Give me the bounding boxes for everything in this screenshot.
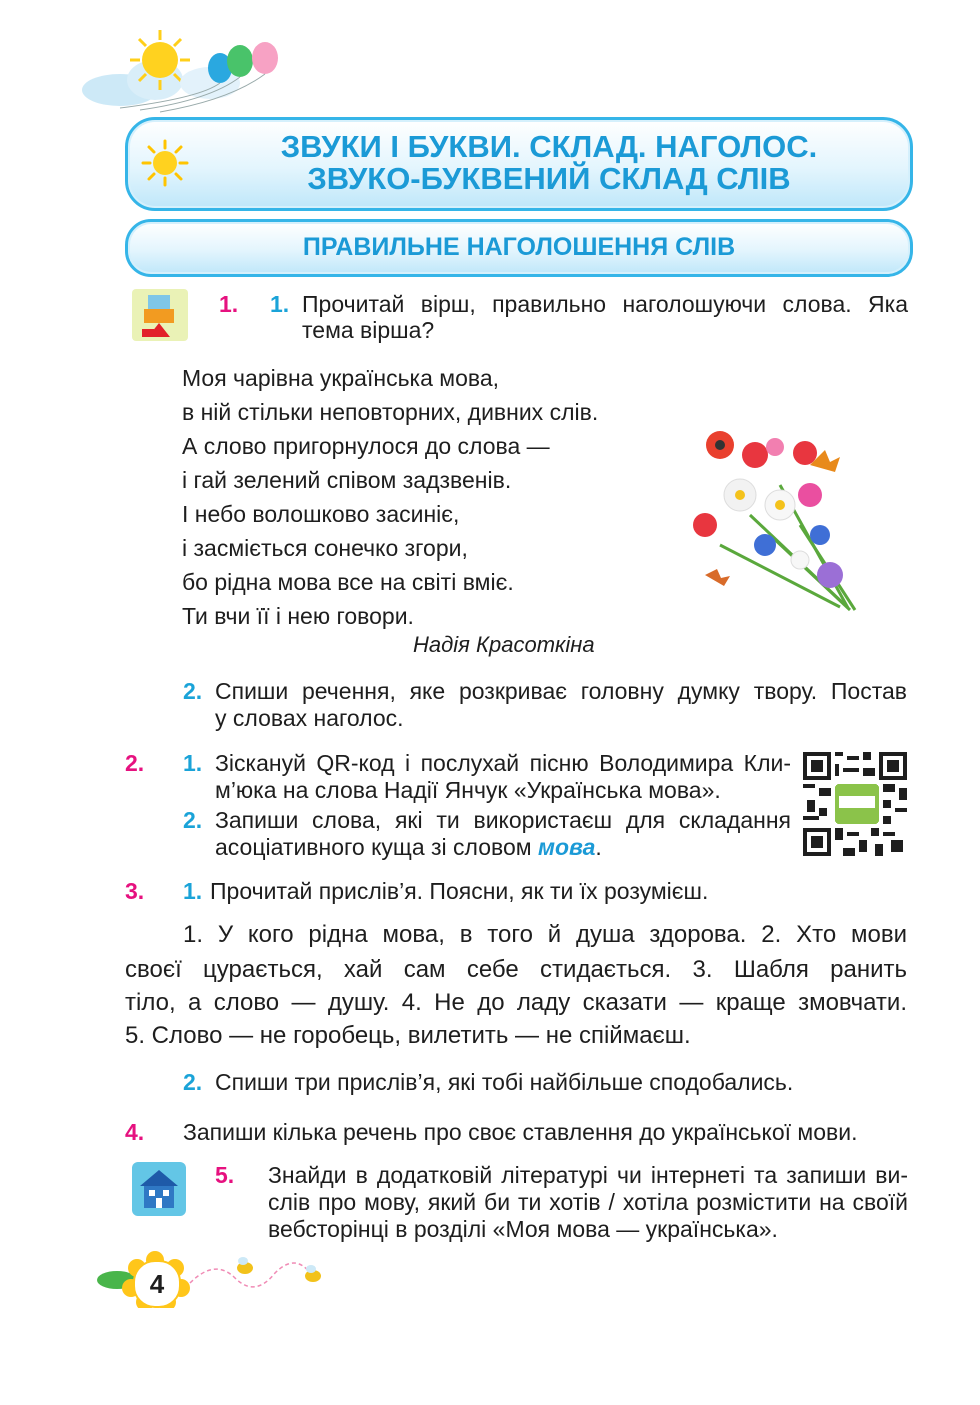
exercise-1-task-2-number: 2.	[183, 678, 203, 704]
poem-author: Надія Красоткіна	[413, 632, 595, 657]
exercise-5-number: 5.	[215, 1162, 235, 1188]
keyword-mova: мова	[537, 834, 596, 860]
exercise-3-task-2-text: Спиши три прислів’я, які тобі найбільше сподобались.	[215, 1069, 794, 1095]
exercise-1-task-1-text-cont: тема вірша?	[302, 317, 435, 343]
poem-line: А слово пригорнулося до слова —	[182, 433, 550, 459]
exercise-3-number: 3.	[125, 878, 145, 904]
exercise-2-number: 2.	[125, 750, 145, 776]
exercise-1-task-2-text: Спиши речення, яке розкриває головну думку твору. Постав	[215, 678, 907, 704]
qr-code[interactable]	[803, 752, 907, 856]
blocks-icon	[130, 285, 192, 343]
balloons-decoration	[80, 28, 300, 123]
poem-line: Ти вчи її і нею говори.	[182, 603, 414, 629]
exercise-2-task-2-text-cont	[215, 832, 602, 862]
poem-line: і гай зелений співом задзвенів.	[182, 467, 512, 493]
section-subtitle: ПРАВИЛЬНЕ НАГОЛОШЕННЯ СЛІВ	[302, 233, 736, 261]
house-icon	[130, 1160, 188, 1218]
text-part: асоціативного куща зі словом	[215, 834, 538, 860]
exercise-5-text-cont: вебсторінці в розділі «Моя мова — українська».	[268, 1216, 778, 1242]
page-number: 4	[133, 1260, 181, 1308]
flowers-illustration	[680, 425, 875, 625]
exercise-1-number: 1.	[219, 291, 239, 317]
exercise-2-task-1-text-cont: м’юка на слова Надії Янчук «Українська мова».	[215, 777, 721, 803]
poem-line: і засміється сонечко згори,	[182, 535, 468, 561]
exercise-3-task-1-text: Прочитай прислів’я. Поясни, як ти їх розумієш.	[210, 878, 709, 904]
poem-line: бо рідна мова все на світі вміє.	[182, 569, 514, 595]
title-banner	[125, 117, 913, 211]
poem-line: І небо волошково засиніє,	[182, 501, 460, 527]
page-title-line2: ЗВУКО-БУКВЕНИЙ СКЛАД СЛІВ	[307, 161, 791, 196]
exercise-2-task-1-text: Зіскануй QR-код і послухай пісню Володимира Кли-	[215, 750, 791, 776]
exercise-2-task-2-text: Запиши слова, які ти використаєш для складання	[215, 807, 791, 833]
proverbs-line: 1. У кого рідна мова, в того й душа здорова. 2. Хто мови	[183, 921, 907, 948]
bees-decoration	[95, 1248, 335, 1308]
subtitle-banner	[125, 219, 913, 277]
exercise-5-text-cont: слів про мову, який би ти хотів / хотіла розмістити на своїй	[268, 1189, 908, 1215]
exercise-4-text: Запиши кілька речень про своє ставлення до української мови.	[183, 1119, 858, 1145]
proverbs-line: своєї цурається, хай сам себе стидається. 3. Шабля ранить	[125, 956, 907, 983]
exercise-1-task-2-text-cont: у словах наголос.	[215, 705, 404, 731]
exercise-4-number: 4.	[125, 1119, 145, 1145]
sun-icon	[140, 138, 190, 188]
text-part: .	[595, 834, 602, 860]
exercise-5-text: Знайди в додатковій літературі чи інтернеті та запиши ви-	[268, 1162, 908, 1188]
exercise-1-task-1-text: Прочитай вірш, правильно наголошуючи слова. Яка	[302, 291, 908, 317]
page-title: ЗВУКИ І БУКВИ. СКЛАД. НАГОЛОС.	[280, 129, 818, 164]
exercise-3-task-1-number: 1.	[183, 878, 203, 904]
exercise-3-task-2-number: 2.	[183, 1069, 203, 1095]
exercise-2-task-1-number: 1.	[183, 750, 203, 776]
proverbs-line: 5. Слово — не горобець, вилетить — не спіймаєш.	[125, 1022, 691, 1049]
poem-line: Моя чарівна українська мова,	[182, 365, 500, 391]
proverbs-line: тіло, а слово — душу. 4. Не до ладу сказати — краще змовчати.	[125, 989, 907, 1016]
exercise-2-task-2-number: 2.	[183, 807, 203, 833]
exercise-1-task-1-number: 1.	[270, 291, 290, 317]
poem-line: в ній стільки неповторних, дивних слів.	[182, 399, 599, 425]
